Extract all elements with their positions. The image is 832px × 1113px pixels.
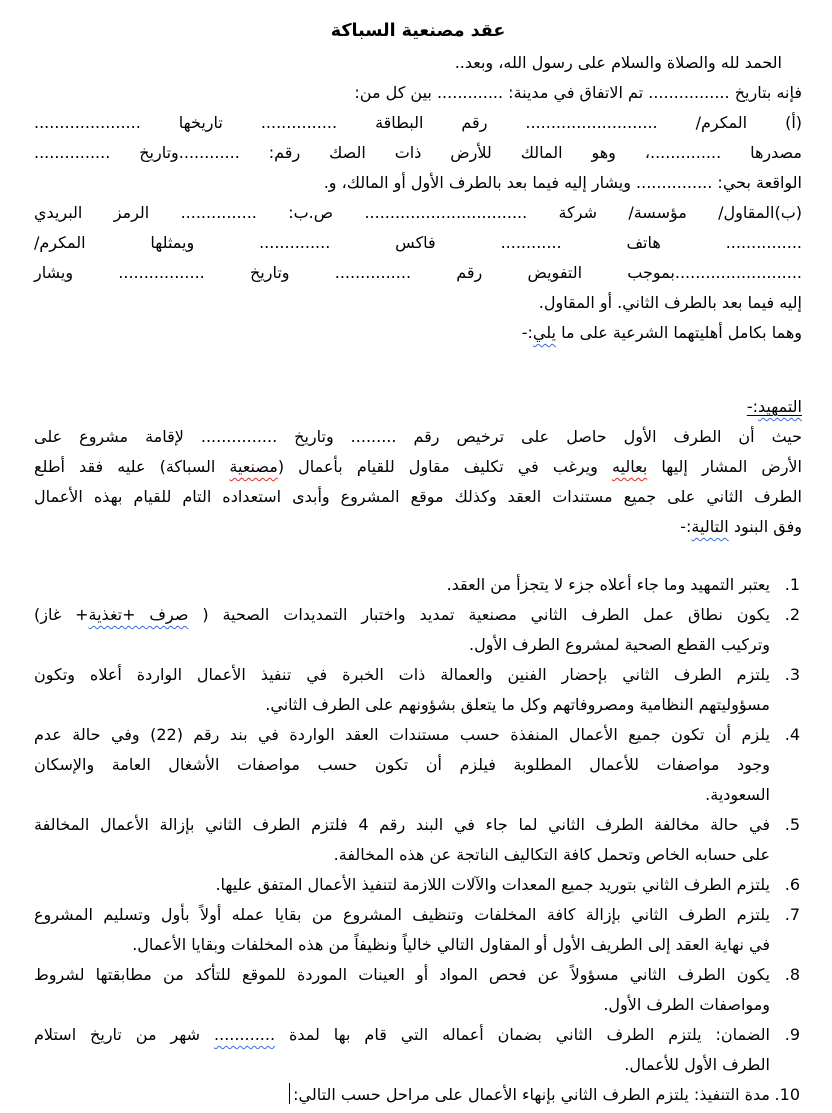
grammar-squiggle-word: يلي [532, 323, 556, 342]
clause-7[interactable] [34, 900, 802, 960]
heading-punct: :- [746, 397, 758, 416]
list-number: .1 [784, 575, 800, 594]
grammar-squiggle-word: التالية [691, 517, 729, 536]
clause-line: ومواصفات الطرف الأول. [603, 995, 770, 1014]
clause-text: + غاز) [34, 605, 89, 624]
clause-line: وجود مواصفات للأعمال المطلوبة فيلزم أن تكون حسب مواصفات الأشغال العامة والإسكان [34, 755, 770, 774]
clause-line: مسؤوليتهم النظامية ومصروفاتهم وكل ما يتعلق بشؤونهم على الطرف الثاني. [265, 695, 770, 714]
party-b-line-1[interactable]: (ب)المقاول/ مؤسسة/ شركة ................................ ص.ب: ............... الرمز البريدي [34, 203, 802, 222]
clause-line: يلتزم الطرف الثاني بإحضار الفنين والعمالة ذات الخبرة في تنفيذ الأعمال الواردة أعلاه وتكون [34, 665, 770, 684]
clause-text: مدة التنفيذ: يلتزم الطرف الثاني بإنهاء الأعمال على مراحل حسب التالي: [293, 1085, 770, 1104]
tamheed-text: ويرغب في تكليف مقاول للقيام بأعمال ( [277, 457, 612, 476]
clause-9[interactable] [34, 1020, 802, 1080]
tamheed-line-3[interactable]: الطرف الثاني على جميع مستندات العقد وكذلك موقع المشروع وأبدى استعداده التام للقيام بهذه الأعمال [34, 487, 802, 506]
grammar-squiggle-word: صرف +تغذية [88, 605, 189, 624]
clause-line: يعتبر التمهيد وما جاء أعلاه جزء لا يتجزأ من العقد. [446, 575, 770, 594]
clause-text: شهر من تاريخ استلام [34, 1025, 215, 1044]
clause-line [34, 1080, 770, 1110]
clause-8[interactable] [34, 960, 802, 1020]
clause-line: يلتزم الطرف الثاني بإزالة كافة المخلفات وتنظيف المشروع من بقايا عمله أولاً بأول وتسليم المشروع [34, 905, 770, 924]
list-number: .9 [784, 1025, 800, 1044]
clause-1[interactable] [34, 570, 802, 600]
clause-line: الطرف الأول للأعمال. [624, 1055, 770, 1074]
underlined-heading [747, 397, 802, 416]
clause-10[interactable] [34, 1080, 802, 1110]
clause-line: السعودية. [705, 785, 770, 804]
list-number: .7 [784, 905, 800, 924]
spellcheck-squiggle-word: مصنعية [229, 457, 278, 476]
capacity-text: وهما بكامل أهليتهما الشرعية على ما [556, 323, 802, 342]
list-number: .3 [784, 665, 800, 684]
clause-line: في نهاية العقد إلى الطريف الأول أو المقاول التالي خالياً ونظيفاً من هذه المخلفات وبقايا الأعمال. [132, 935, 770, 954]
grammar-squiggle-word: التمهيد [758, 397, 802, 416]
tamheed-text: السباكة) عليه فقد أطلع [34, 457, 230, 476]
clause-line: في حالة مخالفة الطرف الثاني لما جاء في البند رقم 4 فلتزم الطرف الثاني بإزالة الأعمال المخالفة [34, 815, 770, 834]
party-a-line-2[interactable]: مصدرها ..............، وهو المالك للأرض ذات الصك رقم: ............وتاريخ ............... [34, 143, 802, 162]
list-number: .2 [784, 605, 800, 624]
clause-text: يكون نطاق عمل الطرف الثاني مصنعية تمديد واختبار التمديدات الصحية ( [188, 605, 771, 624]
party-b-line-3[interactable]: .........................بموجب التفويض رقم ............... وتاريخ ................. ويشار [34, 263, 802, 282]
tamheed-line-2[interactable] [34, 452, 802, 482]
party-a-line-3[interactable]: الواقعة بحي: ............... ويشار إليه فيما بعد بالطرف الأول أو المالك، و. [323, 173, 802, 192]
tamheed-punct: :- [680, 517, 692, 536]
capacity-punct: :- [521, 323, 533, 342]
agreement-line[interactable]: فإنه بتاريخ ................ تم الاتفاق في مدينة: ............. بين كل من: [354, 83, 802, 102]
hamd-line[interactable]: الحمد لله والصلاة والسلام على رسول الله، وبعد.. [454, 53, 782, 72]
clause-3[interactable] [34, 660, 802, 720]
clause-line [34, 1020, 770, 1050]
list-number: .5 [784, 815, 800, 834]
clause-2[interactable] [34, 600, 802, 660]
blank-space [34, 348, 802, 392]
clause-line: يلزم أن تكون جميع الأعمال المنفذة حسب مستندات العقد الواردة في بند رقم (22) وفي حالة عدم [34, 725, 771, 744]
grammar-squiggle-dots: ............ [214, 1025, 276, 1044]
tamheed-line-4[interactable] [34, 512, 802, 542]
clause-line: يكون الطرف الثاني مسؤولاً عن فحص المواد أو العينات الموردة للموقع للتأكد من مطابقتها لشروط [34, 965, 770, 984]
clause-4[interactable] [34, 720, 802, 810]
party-a-line-1[interactable]: (أ) المكرم/ .......................... رقم البطاقة ............... تاريخها ..................... [34, 113, 802, 132]
capacity-line[interactable] [34, 318, 802, 348]
clause-text: الضمان: يلتزم الطرف الثاني بضمان أعماله التي قام بها لمدة [275, 1025, 770, 1044]
tamheed-heading[interactable] [34, 392, 802, 422]
blank-space [34, 542, 802, 570]
party-b-line-2[interactable]: ............... هاتف ............ فاكس .............. ويمثلها المكرم/ [34, 233, 802, 252]
clause-5[interactable] [34, 810, 802, 870]
text-cursor [289, 1083, 291, 1104]
tamheed-text: الأرض المشار إليها [647, 457, 803, 476]
party-b-line-4[interactable]: إليه فيما بعد بالطرف الثاني. أو المقاول. [538, 293, 802, 312]
document-title: عقد مصنعية السباكة [330, 21, 506, 41]
tamheed-line-1[interactable]: حيث أن الطرف الأول حاصل على ترخيص رقم ......... وتاريخ ............... لإقامة مشروع على [34, 427, 802, 446]
numbered-clause-list [34, 570, 802, 1110]
clause-line: على حسابه الخاص وتحمل كافة التكاليف الناتجة عن هذه المخالفة. [333, 845, 770, 864]
spellcheck-squiggle-word: بعاليه [611, 457, 648, 476]
tamheed-text: وفق البنود [728, 517, 802, 536]
clause-line: يلتزم الطرف الثاني بتوريد جميع المعدات والآلات اللازمة لتنفيذ الأعمال المتفق عليها. [215, 875, 770, 894]
list-number: .4 [784, 725, 800, 744]
clause-line: وتركيب القطع الصحية لمشروع الطرف الأول. [469, 635, 770, 654]
clause-line [34, 600, 770, 630]
list-number: .6 [784, 875, 800, 894]
list-number: .10 [774, 1085, 800, 1104]
clause-6[interactable] [34, 870, 802, 900]
list-number: .8 [784, 965, 800, 984]
